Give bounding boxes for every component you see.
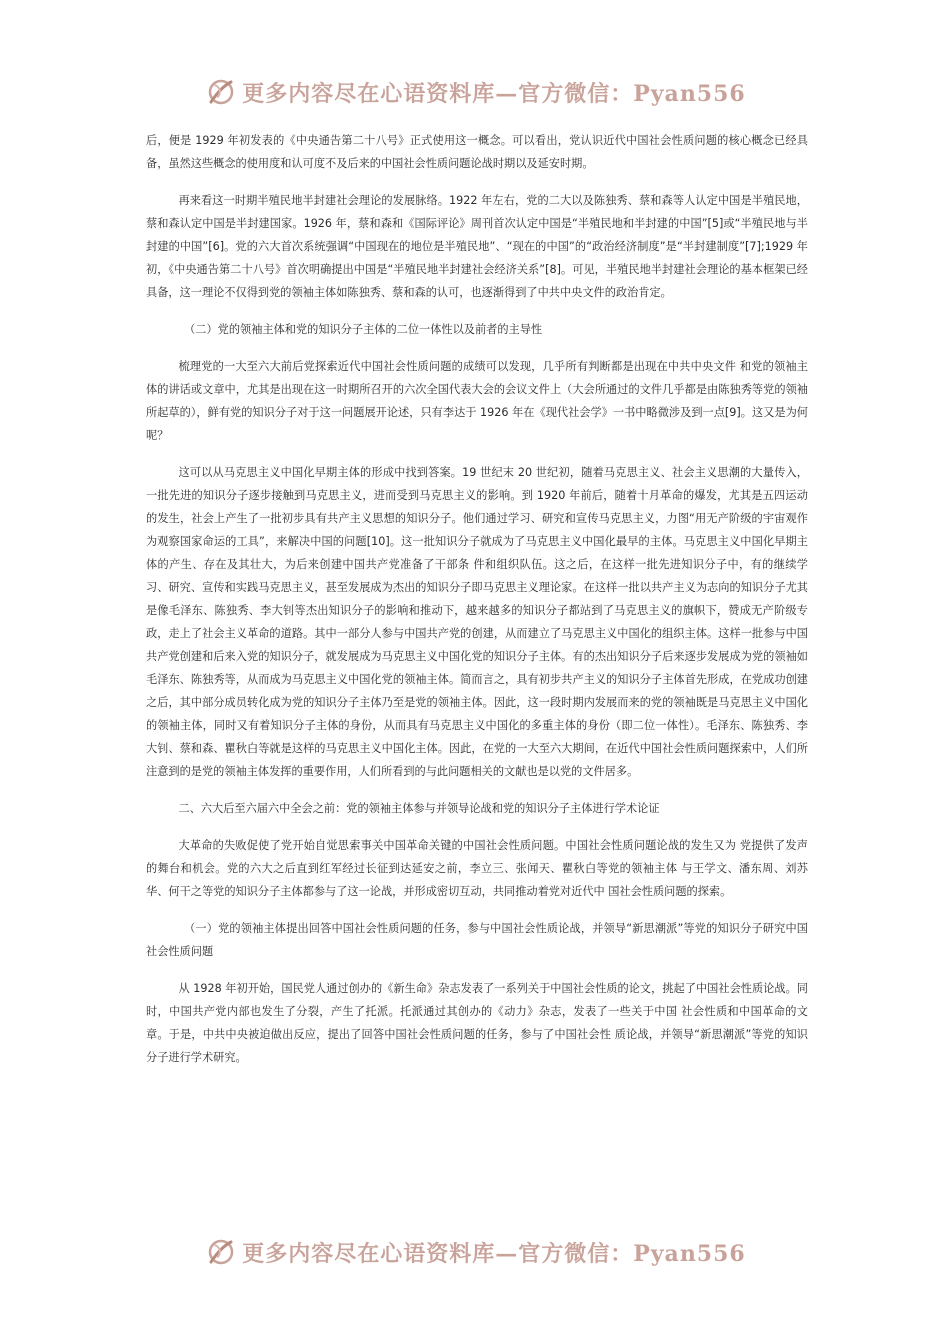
document-body bbox=[146, 129, 808, 1083]
paragraph: 梳理党的一大至六大前后党探索近代中国社会性质问题的成绩可以发现，几乎所有判断都是出现在中共中央文件 和党的领袖主体的讲话或文章中，尤其是出现在这一时期所召开的六次全国代表大会的会议文件上（大会所通过的文件几乎都是由陈独秀等党的领袖所起草的），鲜有党的知识分子对于这一问题展开论述，只有李达于 1926 年在《现代社会学》一书中略微涉及到一点[9]。这又是为何呢？ bbox=[146, 360, 808, 442]
swirl-logo-icon bbox=[204, 1235, 238, 1269]
section-heading: （二）党的领袖主体和党的知识分子主体的二位一体性以及前者的主导性 bbox=[184, 323, 543, 336]
paragraph: 从 1928 年初开始，国民党人通过创办的《新生命》杂志发表了一系列关于中国社会性质的论文，挑起了中国社会性质论战。同时，中国共产党内部也发生了分裂，产生了托派。托派通过其创办的《动力》杂志，发表了一些关于中国 社会性质和中国革命的文章。于是，中共中央被迫做出反应，提出了回答中国社会性质问题的任务，参与了中国社会性 质论战，并领导“新思潮派”等党的知识分子进行学术研究。 bbox=[146, 982, 808, 1064]
paragraph: 后，便是 1929 年初发表的《中央通告第二十八号》正式使用这一概念。可以看出，党认识近代中国社会性质问题的核心概念已经具备，虽然这些概念的使用度和认可度不及后来的中国社会性质问题论战时期以及延安时期。 bbox=[146, 134, 808, 170]
section-heading: 二、六大后至六届六中全会之前：党的领袖主体参与并领导论战和党的知识分子主体进行学术论证 bbox=[178, 802, 660, 815]
banner-text: 更多内容尽在心语资料库—官方微信：Pyan556 bbox=[242, 1240, 746, 1267]
paragraph: 这可以从马克思主义中国化早期主体的形成中找到答案。19 世纪末 20 世纪初，随着马克思主义、社会主义思潮的大量传入，一批先进的知识分子逐步接触到马克思主义，进而受到马克思主义的影响。到 1920 年前后，随着十月革命的爆发，尤其是五四运动的发生，社会上产生了一批初步具有共产主义思想的知识分子。他们通过学习、研究和宣传马克思主义，力图“用无产阶级的宇宙观作为观察国家命运的工具”，来解决中国的问题[10]。这一批知识分子就成为了马克思主义中国化最早的主体。马克思主义中国化早期主体的产生、存在及其壮大，为后来创建中国共产党准备了干部条 件和组织队伍。这之后，在这样一批先进知识分子中，有的继续学习、研究、宣传和实践马克思主义，甚至发展成为杰出的知识分子即马克思主义理论家。在这样一批以共产主义为志向的知识分子尤其是像毛泽东、陈独秀、李大钊等杰出知识分子的影响和推动下，越来越多的知识分子都站到了马克思主义的旗帜下，赞成无产阶级专政，走上了社会主义革命的道路。其中一部分人参与中国共产党的创建，从而建立了马克思主义中国化的组织主体。这样一批参与中国共产党创建和后来入党的知识分子，就发展成为马克思主义中国化党的知识分子主体。有的杰出知识分子后来逐步发展成为党的领袖如毛泽东、陈独秀等，从而成为马克思主义中国化党的领袖主体。简而言之，具有初步共产主义的知识分子主体首先形成，在党成功创建之后，其中部分成员转化成为党的知识分子主体乃至是党的领袖主体。因此，这一段时期内发展而来的党的领袖既是马克思主义中国化的领袖主体，同时又有着知识分子主体的身份，从而具有马克思主义中国化的多重主体的身份（即二位一体性）。毛泽东、陈独秀、李大钊、蔡和森、瞿秋白等就是这样的马克思主义中国化主体。因此，在党的一大至六大期间，在近代中国社会性质问题探索中，人们所注意到的是党的领袖主体发挥的重要作用，人们所看到的与此问题相关的文献也是以党的文件居多。 bbox=[146, 466, 808, 778]
swirl-logo-icon bbox=[204, 75, 238, 109]
banner-content bbox=[204, 1235, 746, 1269]
banner-content bbox=[204, 75, 746, 109]
paragraph: 再来看这一时期半殖民地半封建社会理论的发展脉络。1922 年左右，党的二大以及陈独秀、蔡和森等人认定中国是半殖民地，蔡和森认定中国是半封建国家。1926 年，蔡和森和《国际评论》周刊首次认定中国是“半殖民地和半封建的中国”[5]或“半殖民地与半封建的中国”[6]。党的六大首次系统强调“中国现在的地位是半殖民地”、“现在的中国”的“政治经济制度”是“半封建制度”[7];1929 年初，《中央通告第二十八号》首次明确提出中国是“半殖民地半封建社会经济关系”[8]。可见，半殖民地半封建社会理论的基本框架已经具备，这一理论不仅得到党的领袖主体如陈独秀、蔡和森的认可，也逐渐得到了中共中央文件的政治肯定。 bbox=[146, 194, 808, 299]
footer-banner bbox=[0, 1232, 950, 1272]
section-heading: （一）党的领袖主体提出回答中国社会性质问题的任务，参与中国社会性质论战，并领导“新思潮派”等党的知识分子研究中国社会性质问题 bbox=[146, 922, 808, 958]
header-banner bbox=[0, 72, 950, 112]
banner-text: 更多内容尽在心语资料库—官方微信：Pyan556 bbox=[242, 80, 746, 107]
paragraph: 大革命的失败促使了党开始自觉思索事关中国革命关键的中国社会性质问题。中国社会性质问题论战的发生又为 党提供了发声的舞台和机会。党的六大之后直到红军经过长征到达延安之前，李立三、张闻天、瞿秋白等党的领袖主体 与王学文、潘东周、刘苏华、何干之等党的知识分子主体都参与了这一论战，并形成密切互动，共同推动着党对近代中 国社会性质问题的探索。 bbox=[146, 839, 808, 898]
